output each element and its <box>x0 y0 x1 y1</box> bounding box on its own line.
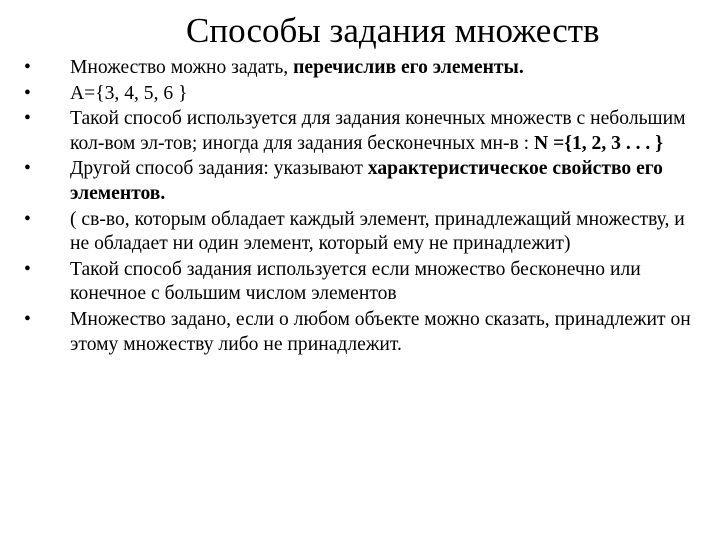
bullet-marker: • <box>24 158 31 180</box>
bullet-text: Такой способ используется для задания конечных множеств с небольшим кол-вом эл-тов; иногда для задания бесконечных мн-в : <box>70 108 686 154</box>
bullet-text: Другой способ задания: указывают <box>70 158 368 180</box>
bullet-list <box>0 56 720 358</box>
bullet-text: ( св-во, которым обладает каждый элемент, принадлежащий множеству, и не обладает ни один элемент, который ему не принадлежит) <box>70 208 685 255</box>
bullet-text-bold: перечислив его элементы. <box>293 57 524 78</box>
bullet-text-bold: N ={1, 2, 3 . . . } <box>534 132 663 154</box>
bullet-marker: • <box>24 308 31 330</box>
bullet-marker: • <box>24 82 31 104</box>
bullet-item <box>0 157 720 206</box>
bullet-marker: • <box>24 208 31 230</box>
bullet-item <box>0 107 720 156</box>
bullet-text: Множество можно задать, <box>70 57 294 78</box>
bullet-item <box>0 258 720 307</box>
bullet-marker: • <box>24 258 31 280</box>
bullet-item <box>0 308 720 357</box>
bullet-marker: • <box>24 57 31 78</box>
bullet-item <box>0 56 720 81</box>
bullet-text-bold: характеристическое свойство его элементов. <box>70 158 663 204</box>
bullet-text: А={3, 4, 5, 6 } <box>70 82 188 104</box>
slide-title: Способы задания множеств <box>186 11 600 50</box>
bullet-text: Множество задано, если о любом объекте можно сказать, принадлежит он этому множеству либо не принадлежит. <box>70 308 691 355</box>
bullet-text: Такой способ задания используется если множество бесконечно или конечное с большим числом элементов <box>70 258 641 305</box>
bullet-marker: • <box>24 108 31 130</box>
bullet-item <box>0 208 720 257</box>
bullet-item <box>0 82 720 107</box>
